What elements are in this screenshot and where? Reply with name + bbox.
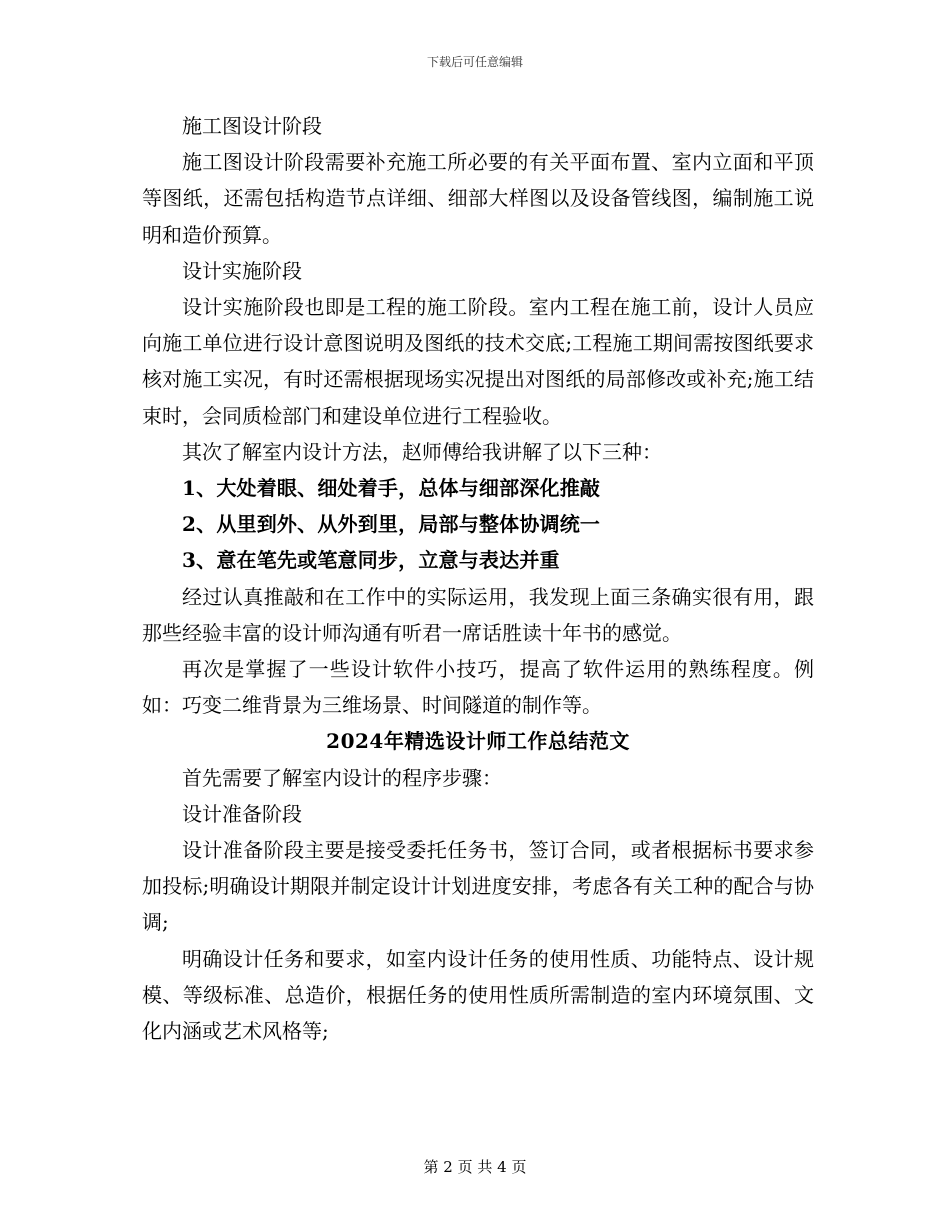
body-paragraph: 设计准备阶段 (182, 801, 302, 826)
method-item: 3、意在笔先或笔意同步，立意与表达并重 (182, 548, 560, 573)
body-paragraph: 施工图设计阶段需要补充施工所必要的有关平面布置、室内立面和平顶等图纸，还需包括构造节点详细、细部大样图以及设备管线图，编制施工说明和造价预算。 (142, 150, 814, 247)
method-item: 2、从里到外、从外到里，局部与整体协调统一 (182, 512, 601, 537)
page-header: 下载后可任意编辑 (426, 55, 523, 69)
page-footer: 第 2 页 共 4 页 (423, 1158, 527, 1176)
body-paragraph: 设计准备阶段主要是接受委托任务书，签订合同，或者根据标书要求参加投标;明确设计期限并制定设计计划进度安排，考虑各有关工种的配合与协调; (142, 838, 814, 935)
body-paragraph: 施工图设计阶段 (182, 114, 322, 138)
body-paragraph: 设计实施阶段也即是工程的施工阶段。室内工程在施工前，设计人员应向施工单位进行设计意图说明及图纸的技术交底;工程施工期间需按图纸要求核对施工实况，有时还需根据现场实况提出对图纸的局部修改或补充;施工结束时，会同质检部门和建设单位进行工程验收。 (142, 295, 814, 428)
body-paragraph: 设计实施阶段 (182, 258, 302, 283)
body-paragraph: 经过认真推敲和在工作中的实际运用，我发现上面三条确实很有用，跟那些经验丰富的设计师沟通有听君一席话胜读十年书的感觉。 (142, 584, 814, 645)
section-title: 2024年精选设计师工作总结范文 (326, 729, 630, 754)
body-paragraph: 其次了解室内设计方法，赵师傅给我讲解了以下三种： (182, 439, 662, 464)
method-item: 1、大处着眼、细处着手，总体与细部深化推敲 (182, 476, 601, 501)
document-body (142, 108, 814, 1049)
body-paragraph: 再次是掌握了一些设计软件小技巧，提高了软件运用的熟练程度。例如：巧变二维背景为三维场景、时间隧道的制作等。 (142, 657, 814, 718)
body-paragraph: 首先需要了解室内设计的程序步骤： (182, 765, 502, 790)
body-paragraph: 明确设计任务和要求，如室内设计任务的使用性质、功能特点、设计规模、等级标准、总造价，根据任务的使用性质所需制造的室内环境氛围、文化内涵或艺术风格等; (142, 946, 814, 1044)
